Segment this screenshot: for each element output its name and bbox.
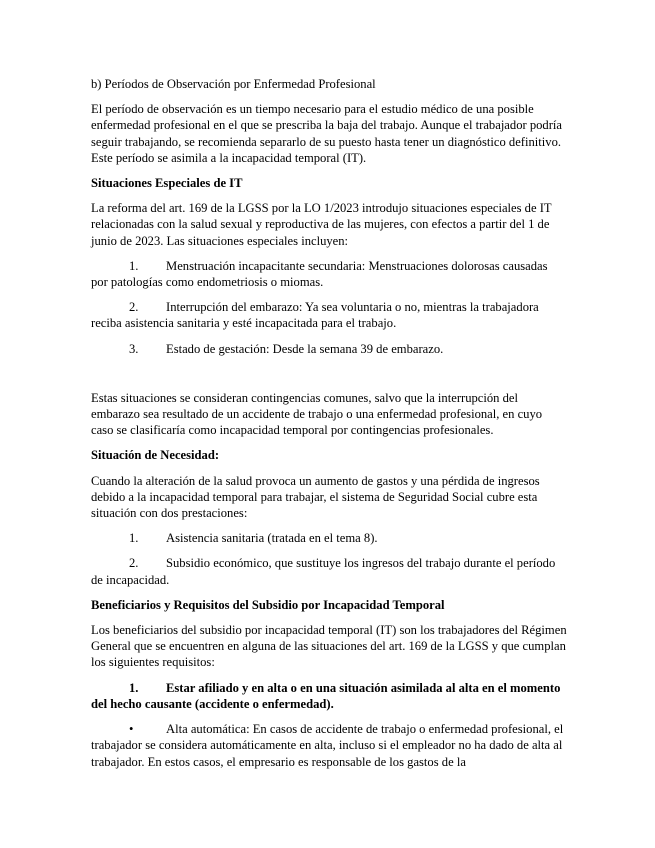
blank-space: [91, 366, 567, 390]
list-item-text: Alta automática: En casos de accidente de trabajo o enfermedad profesional, el trabajador se considera automáticamente en alta, incluso si el empleador no ha dado de alta al trabajador. En estos casos, el empresario es responsable de los gastos de la: [91, 722, 564, 769]
requirement-item-1: [91, 680, 567, 712]
list-item-text: Estar afiliado y en alta o en una situación asimilada al alta en el momento del hecho causante (accidente o enfermedad).: [91, 680, 561, 711]
section-title: b) Períodos de Observación por Enfermedad Profesional: [91, 77, 376, 91]
special-item-3: [91, 341, 567, 357]
special-situations-paragraph: La reforma del art. 169 de la LGSS por la LO 1/2023 introdujo situaciones especiales de IT relacionadas con la salud sexual y reproductiva de las mujeres, con efectos a partir del 1 de junio de 2023. Las situaciones especiales incluyen:: [91, 201, 552, 248]
beneficiaries-paragraph: Los beneficiarios del subsidio por incapacidad temporal (IT) son los trabajadores del Régimen General que se encuentren en alguna de las situaciones del art. 169 de la LGSS y que cumplan los siguientes requisitos:: [91, 623, 567, 670]
list-item-text: Subsidio económico, que sustituye los ingresos del trabajo durante el período de incapacidad.: [91, 556, 556, 587]
list-item-text: Interrupción del embarazo: Ya sea voluntaria o no, mientras la trabajadora reciba asistencia sanitaria y esté incapacitada para el trabajo.: [91, 300, 539, 331]
list-number: 1.: [129, 258, 139, 273]
list-item-text: Menstruación incapacitante secundaria: Menstruaciones dolorosas causadas por patologías como endometriosis o miomas.: [91, 258, 548, 290]
special-item-2: [91, 299, 567, 331]
list-number: 3.: [129, 341, 139, 356]
document-page: [91, 76, 567, 779]
list-item-text: Asistencia sanitaria (tratada en el tema 8).: [166, 531, 378, 546]
list-number: 1.: [129, 531, 139, 546]
list-item-text: Estado de gestación: Desde la semana 39 de embarazo.: [166, 341, 444, 356]
observation-paragraph: El período de observación es un tiempo necesario para el estudio médico de una posible enfermedad profesional en el que se prescriba la baja del trabajo. Aunque el trabajador podría seguir trabajando, se recomienda separarlo de su puesto hasta tener un diagnóstico definitivo. Este período se asimila a la incapacidad temporal (IT).: [91, 102, 563, 165]
list-number: 2.: [129, 300, 139, 315]
list-number: 1.: [129, 680, 139, 695]
contingency-paragraph: Estas situaciones se consideran contingencias comunes, salvo que la interrupción del embarazo sea resultado de un accidente de trabajo o una enfermedad profesional, en cuyo caso se clasificaría como incapacidad temporal por contingencias profesionales.: [91, 390, 543, 438]
need-situation-heading: Situación de Necesidad:: [91, 448, 220, 463]
list-number: 2.: [129, 556, 139, 571]
beneficiaries-heading: Beneficiarios y Requisitos del Subsidio por Incapacidad Temporal: [91, 597, 445, 612]
special-item-1: [91, 258, 567, 290]
need-item-1: [91, 530, 567, 546]
special-situations-heading: Situaciones Especiales de IT: [91, 176, 243, 191]
need-situation-paragraph: Cuando la alteración de la salud provoca un aumento de gastos y una pérdida de ingresos debido a la incapacidad temporal para trabajar, el sistema de Seguridad Social cubre esta situación con dos prestaciones:: [91, 473, 540, 521]
bullet-icon: •: [129, 722, 134, 737]
automatic-registration-bullet: [91, 721, 567, 770]
need-item-2: [91, 555, 567, 587]
